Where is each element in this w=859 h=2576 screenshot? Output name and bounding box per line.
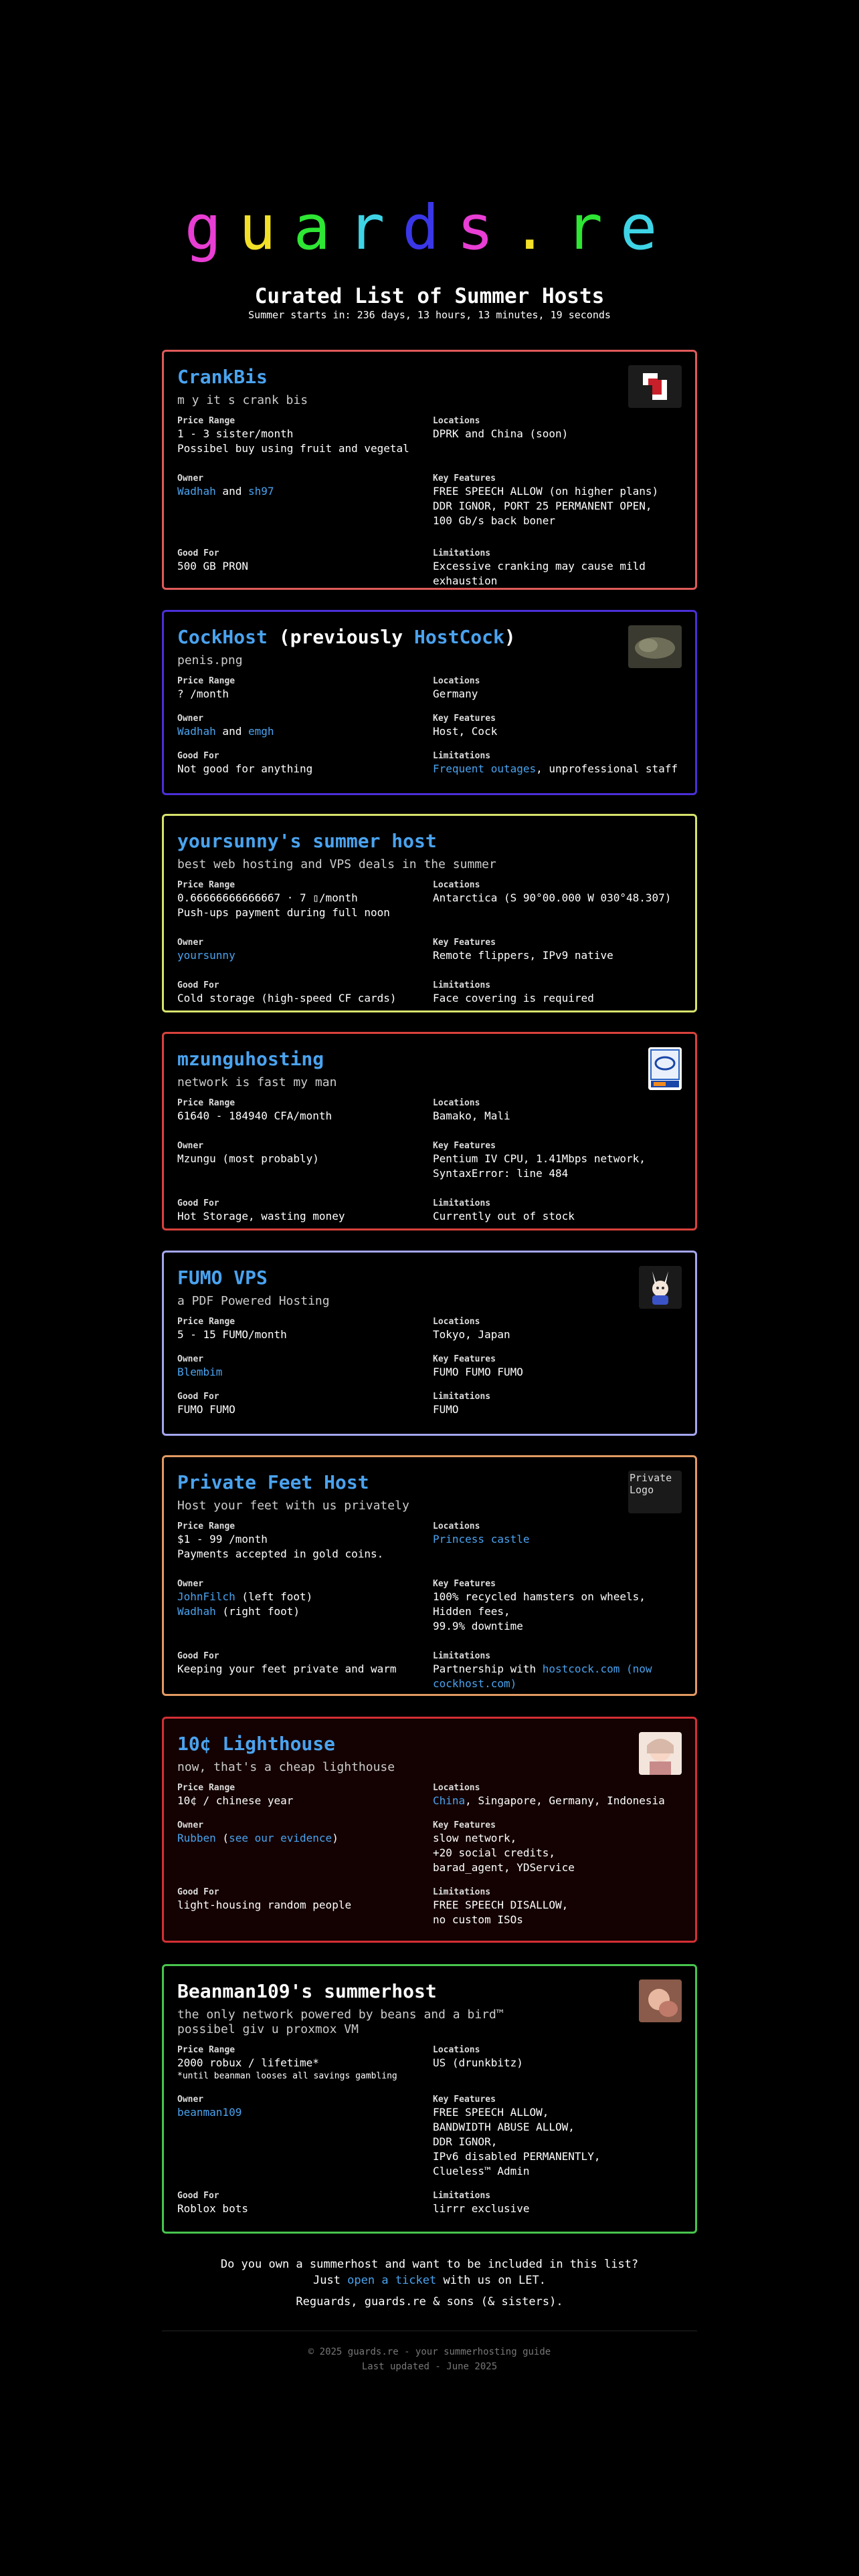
host-logo (639, 1732, 682, 1775)
features-label: Key Features (433, 473, 496, 484)
locations-label: Locations (433, 676, 480, 686)
host-logo (639, 1979, 682, 2022)
good-for-label: Good For (177, 980, 219, 990)
features-label: Key Features (433, 1354, 496, 1364)
host-logo (628, 625, 682, 668)
limitations-label: Limitations (433, 2191, 491, 2201)
partnership-link[interactable]: hostcock.com (now cockhost.com) (433, 1662, 652, 1690)
limitations-value: Currently out of stock (433, 1210, 575, 1222)
limitations-value: FREE SPEECH DISALLOW, no custom ISOs (433, 1899, 569, 1926)
location-link[interactable]: Princess castle (433, 1533, 530, 1545)
host-name: CrankBis (177, 366, 268, 388)
price-value: ? /month (177, 687, 229, 700)
host-card-cockhost (162, 610, 697, 795)
outages-link[interactable]: Frequent outages (433, 762, 537, 775)
logo-letter: r (347, 192, 403, 263)
good-for-label: Good For (177, 1198, 219, 1208)
owner-link[interactable]: Wadhah (177, 1605, 216, 1618)
host-card-crankbis (162, 350, 697, 590)
host-tagline: the only network powered by beans and a bird™ possibel giv u proxmox VM (177, 2008, 504, 2036)
copyright: © 2025 guards.re - your summerhosting guide Last updated - June 2025 (308, 2347, 551, 2372)
host-tagline: best web hosting and VPS deals in the summer (177, 857, 496, 871)
limitations-value: Frequent outages, unprofessional staff (433, 762, 678, 775)
features-label: Key Features (433, 938, 496, 948)
price-value: 0.66666666666667 · 7 ▯/month Push-ups payment during full noon (177, 891, 390, 919)
open-ticket-link[interactable]: open a ticket (347, 2274, 437, 2287)
locations-label: Locations (433, 416, 480, 426)
good-for-label: Good For (177, 1392, 219, 1402)
owner-label: Owner (177, 714, 204, 724)
host-name: yoursunny's summer host (177, 830, 437, 852)
host-tagline: penis.png (177, 653, 243, 667)
logo-letter: s (456, 192, 512, 263)
summer-countdown: Summer starts in: 236 days, 13 hours, 13 minutes, 19 seconds (248, 309, 611, 321)
features-value: 100% recycled hamsters on wheels, Hidden fees, 99.9% downtime (433, 1590, 646, 1632)
features-value: FREE SPEECH ALLOW (on higher plans) DDR IGNOR, PORT 25 PERMANENT OPEN, 100 Gb/s back boner (433, 485, 659, 527)
features-value: Remote flippers, IPv9 native (433, 949, 613, 962)
locations-label: Locations (433, 880, 480, 890)
limitations-label: Limitations (433, 1651, 491, 1661)
good-for-label: Good For (177, 1651, 219, 1661)
regards-text: Reguards, guards.re & sons (& sisters). (296, 2295, 563, 2309)
logo-letter: e (619, 192, 675, 263)
features-label: Key Features (433, 1820, 496, 1830)
host-card-mzunguhosting (162, 1032, 697, 1230)
host-tagline: Host your feet with us privately (177, 1499, 409, 1513)
submission-prompt: Do you own a summerhost and want to be included in this list? Just open a ticket with us on LET. (220, 2258, 639, 2287)
owner-label: Owner (177, 1354, 204, 1364)
host-tagline: a PDF Powered Hosting (177, 1294, 330, 1308)
owner-link[interactable]: sh97 (248, 485, 274, 498)
locations-label: Locations (433, 1783, 480, 1793)
owner-label: Owner (177, 1579, 204, 1589)
good-for-value: Roblox bots (177, 2202, 248, 2215)
logo-letter: r (565, 192, 620, 263)
host-name: 10¢ Lighthouse (177, 1733, 336, 1755)
good-for-value: Keeping your feet private and warm (177, 1662, 397, 1675)
host-logo (648, 1047, 682, 1090)
owner-value: JohnFilch (left foot) Wadhah (right foot) (177, 1590, 313, 1618)
owner-link[interactable]: Wadhah (177, 485, 216, 498)
owner-label: Owner (177, 1820, 204, 1830)
price-value: $1 - 99 /month Payments accepted in gold coins. (177, 1533, 384, 1560)
features-value: Pentium IV CPU, 1.41Mbps network, SyntaxError: line 484 (433, 1152, 646, 1180)
host-card-yoursunny (162, 814, 697, 1012)
host-name: CockHost (previously HostCock) (177, 626, 516, 648)
host-logo-broken-image: Private Logo (628, 1471, 682, 1513)
price-label: Price Range (177, 416, 235, 426)
price-value: 5 - 15 FUMO/month (177, 1328, 287, 1341)
good-for-value: Not good for anything (177, 762, 313, 775)
host-tagline: network is fast my man (177, 1075, 337, 1089)
good-for-label: Good For (177, 548, 219, 558)
owner-label: Owner (177, 938, 204, 948)
features-label: Key Features (433, 714, 496, 724)
owner-link[interactable]: emgh (248, 725, 274, 738)
logo-letter: u (239, 192, 294, 263)
price-label: Price Range (177, 1521, 235, 1531)
host-name: Beanman109's summerhost (177, 1980, 437, 2002)
owner-link[interactable]: JohnFilch (177, 1590, 235, 1603)
host-tagline: m y it s crank bis (177, 393, 308, 407)
owner-label: Owner (177, 1141, 204, 1151)
limitations-label: Limitations (433, 1198, 491, 1208)
host-tagline: now, that's a cheap lighthouse (177, 1760, 395, 1774)
logo-letter: d (402, 192, 457, 263)
owner-link[interactable]: Rubben (177, 1832, 216, 1844)
features-value: Host, Cock (433, 725, 498, 738)
good-for-label: Good For (177, 2191, 219, 2201)
good-for-label: Good For (177, 1887, 219, 1897)
host-card-fumo-vps (162, 1251, 697, 1436)
host-logo (628, 365, 682, 408)
price-label: Price Range (177, 880, 235, 890)
price-label: Price Range (177, 1098, 235, 1108)
locations-label: Locations (433, 2045, 480, 2055)
evidence-link[interactable]: see our evidence (229, 1832, 332, 1844)
owner-value: Rubben (see our evidence) (177, 1832, 339, 1844)
price-label: Price Range (177, 1317, 235, 1327)
logo-letter: g (184, 192, 240, 263)
locations-label: Locations (433, 1521, 480, 1531)
owner-label: Owner (177, 473, 204, 484)
good-for-value: Hot Storage, wasting money (177, 1210, 345, 1222)
locations-value: Tokyo, Japan (433, 1328, 510, 1341)
host-name: mzunguhosting (177, 1048, 324, 1070)
limitations-label: Limitations (433, 1887, 491, 1897)
limitations-label: Limitations (433, 751, 491, 761)
price-value: 61640 - 184940 CFA/month (177, 1109, 332, 1122)
logo-letter: a (293, 192, 348, 263)
good-for-value: Cold storage (high-speed CF cards) (177, 992, 397, 1004)
limitations-label: Limitations (433, 1392, 491, 1402)
price-note: *until beanman looses all savings gambling (177, 2071, 397, 2081)
limitations-value: Face covering is required (433, 992, 594, 1004)
host-name: FUMO VPS (177, 1267, 268, 1289)
price-label: Price Range (177, 676, 235, 686)
features-value: slow network, +20 social credits, barad_agent, YDService (433, 1832, 575, 1874)
host-name-link[interactable]: CockHost (177, 626, 268, 648)
owner-link[interactable]: Blembim (177, 1366, 223, 1378)
features-label: Key Features (433, 1141, 496, 1151)
owner-link[interactable]: beanman109 (177, 2106, 242, 2119)
host-card-10c-lighthouse (162, 1717, 697, 1943)
page-title: Curated List of Summer Hosts (254, 284, 605, 308)
host-card-beanman109 (162, 1964, 697, 2234)
owner-link[interactable]: Wadhah (177, 725, 216, 738)
limitations-label: Limitations (433, 980, 491, 990)
site-logo (0, 191, 859, 265)
locations-label: Locations (433, 1317, 480, 1327)
locations-value: Bamako, Mali (433, 1109, 510, 1122)
locations-value: Antarctica (S 90°00.000 W 030°48.307) (433, 891, 672, 904)
limitations-value: Excessive cranking may cause mild exhaustion (433, 560, 646, 587)
good-for-value: 500 GB PRON (177, 560, 248, 572)
host-logo (639, 1266, 682, 1309)
price-label: Price Range (177, 1783, 235, 1793)
limitations-value: lirrr exclusive (433, 2202, 530, 2215)
features-label: Key Features (433, 1579, 496, 1589)
price-value: 2000 robux / lifetime* (177, 2056, 319, 2069)
locations-value: DPRK and China (soon) (433, 427, 569, 440)
good-for-value: FUMO FUMO (177, 1403, 235, 1416)
owner-link[interactable]: yoursunny (177, 949, 235, 962)
limitations-value: FUMO (433, 1403, 459, 1416)
features-value: FUMO FUMO FUMO (433, 1366, 523, 1378)
owner-label: Owner (177, 2095, 204, 2105)
owner-value: Mzungu (most probably) (177, 1152, 319, 1165)
price-label: Price Range (177, 2045, 235, 2055)
limitations-label: Limitations (433, 548, 491, 558)
host-name: Private Feet Host (177, 1471, 369, 1493)
good-for-label: Good For (177, 751, 219, 761)
locations-label: Locations (433, 1098, 480, 1108)
location-link[interactable]: China (433, 1794, 466, 1807)
features-value: FREE SPEECH ALLOW, BANDWIDTH ABUSE ALLOW, DDR IGNOR, IPv6 disabled PERMANENTLY, Clueless™ Admin (433, 2106, 601, 2177)
features-label: Key Features (433, 2095, 496, 2105)
host-card-private-feet-host (162, 1455, 697, 1696)
owner-value: Wadhah and sh97 (177, 485, 274, 498)
host-name-link[interactable]: HostCock (414, 626, 504, 648)
owner-value: Wadhah and emgh (177, 725, 274, 738)
locations-value: US (drunkbitz) (433, 2056, 523, 2069)
locations-value: Germany (433, 687, 478, 700)
price-value: 1 - 3 sister/month Possibel buy using fruit and vegetal (177, 427, 409, 455)
good-for-value: light-housing random people (177, 1899, 352, 1911)
locations-value: China, Singapore, Germany, Indonesia (433, 1794, 665, 1807)
limitations-value: Partnership with hostcock.com (now cockhost.com) (433, 1662, 652, 1690)
price-value: 10¢ / chinese year (177, 1794, 294, 1807)
logo-letter: . (511, 192, 566, 263)
